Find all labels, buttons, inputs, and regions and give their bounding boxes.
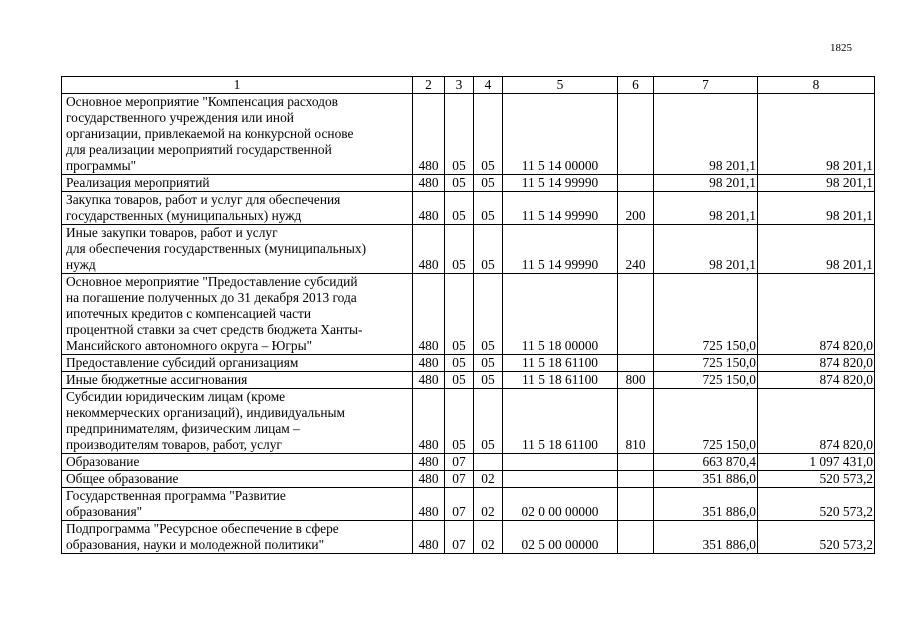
admin-cell: 480: [413, 372, 445, 389]
subsection-cell: 02: [474, 471, 503, 488]
table-row: [62, 192, 875, 225]
admin-cell: 480: [413, 355, 445, 372]
table-row: [62, 521, 875, 554]
table-row: [62, 274, 875, 355]
table-row: [62, 454, 875, 471]
target-article-cell: 11 5 14 99990: [503, 192, 618, 225]
expense-type-cell: 240: [618, 225, 654, 274]
amount-2026-cell: 874 820,0: [758, 355, 875, 372]
section-cell: 07: [445, 471, 474, 488]
admin-cell: 480: [413, 389, 445, 454]
table-header-row: [62, 77, 875, 94]
amount-2026-cell: 1 097 431,0: [758, 454, 875, 471]
expense-type-cell: [618, 94, 654, 175]
admin-cell: 480: [413, 471, 445, 488]
target-article-cell: 11 5 18 61100: [503, 389, 618, 454]
table-row: [62, 372, 875, 389]
amount-2025-cell: 351 886,0: [654, 521, 758, 554]
table-row: [62, 355, 875, 372]
target-article-cell: 02 5 00 00000: [503, 521, 618, 554]
section-cell: 05: [445, 225, 474, 274]
amount-2025-cell: 98 201,1: [654, 192, 758, 225]
table-row: [62, 488, 875, 521]
amount-2026-cell: 520 573,2: [758, 488, 875, 521]
section-cell: 07: [445, 454, 474, 471]
section-cell: 05: [445, 94, 474, 175]
section-cell: 07: [445, 488, 474, 521]
subsection-cell: 05: [474, 355, 503, 372]
subsection-cell: [474, 454, 503, 471]
name-cell: Реализация мероприятий: [62, 175, 413, 192]
subsection-cell: 05: [474, 192, 503, 225]
table-row: [62, 471, 875, 488]
admin-cell: 480: [413, 521, 445, 554]
section-cell: 07: [445, 521, 474, 554]
expense-type-cell: [618, 175, 654, 192]
table-row: [62, 94, 875, 175]
admin-cell: 480: [413, 192, 445, 225]
target-article-cell: 11 5 18 61100: [503, 355, 618, 372]
subsection-cell: 05: [474, 274, 503, 355]
table-row: [62, 389, 875, 454]
target-article-cell: [503, 471, 618, 488]
name-cell: Основное мероприятие "Предоставление субсидий на погашение полученных до 31 декабря 2013 года ипотечных кредитов с компенсацией части процентной ставки за счет средств бюджета Ханты- Мансийского автономного округа – Югры": [62, 274, 413, 355]
section-cell: 05: [445, 389, 474, 454]
amount-2025-cell: 98 201,1: [654, 94, 758, 175]
admin-cell: 480: [413, 274, 445, 355]
column-header-2: 2: [413, 77, 445, 94]
amount-2026-cell: 520 573,2: [758, 521, 875, 554]
target-article-cell: 11 5 14 99990: [503, 225, 618, 274]
amount-2025-cell: 725 150,0: [654, 274, 758, 355]
table-row: [62, 225, 875, 274]
section-cell: 05: [445, 175, 474, 192]
column-header-4: 4: [474, 77, 503, 94]
amount-2026-cell: 98 201,1: [758, 225, 875, 274]
amount-2025-cell: 725 150,0: [654, 372, 758, 389]
column-header-1: 1: [62, 77, 413, 94]
column-header-7: 7: [654, 77, 758, 94]
name-cell: Закупка товаров, работ и услуг для обеспечения государственных (муниципальных) нужд: [62, 192, 413, 225]
name-cell: Государственная программа "Развитие образования": [62, 488, 413, 521]
name-cell: Предоставление субсидий организациям: [62, 355, 413, 372]
target-article-cell: 02 0 00 00000: [503, 488, 618, 521]
subsection-cell: 05: [474, 94, 503, 175]
name-cell: Основное мероприятие "Компенсация расходов государственного учреждения или иной организации, привлекаемой на конкурсной основе для реализации мероприятий государственной программы": [62, 94, 413, 175]
amount-2026-cell: 98 201,1: [758, 192, 875, 225]
amount-2026-cell: 98 201,1: [758, 94, 875, 175]
column-header-6: 6: [618, 77, 654, 94]
subsection-cell: 02: [474, 488, 503, 521]
admin-cell: 480: [413, 94, 445, 175]
target-article-cell: 11 5 18 61100: [503, 372, 618, 389]
expense-type-cell: [618, 471, 654, 488]
admin-cell: 480: [413, 225, 445, 274]
amount-2025-cell: 351 886,0: [654, 488, 758, 521]
column-header-8: 8: [758, 77, 875, 94]
admin-cell: 480: [413, 454, 445, 471]
page-number: 1825: [830, 42, 852, 54]
amount-2025-cell: 98 201,1: [654, 175, 758, 192]
amount-2025-cell: 725 150,0: [654, 389, 758, 454]
name-cell: Образование: [62, 454, 413, 471]
expense-type-cell: [618, 355, 654, 372]
column-header-5: 5: [503, 77, 618, 94]
amount-2026-cell: 874 820,0: [758, 389, 875, 454]
name-cell: Иные закупки товаров, работ и услуг для обеспечения государственных (муниципальных) нужд: [62, 225, 413, 274]
column-header-3: 3: [445, 77, 474, 94]
admin-cell: 480: [413, 488, 445, 521]
expense-type-cell: [618, 274, 654, 355]
amount-2026-cell: 874 820,0: [758, 274, 875, 355]
section-cell: 05: [445, 192, 474, 225]
expense-type-cell: 200: [618, 192, 654, 225]
amount-2026-cell: 520 573,2: [758, 471, 875, 488]
section-cell: 05: [445, 372, 474, 389]
table-row: [62, 175, 875, 192]
expense-type-cell: 810: [618, 389, 654, 454]
expense-type-cell: [618, 454, 654, 471]
amount-2026-cell: 874 820,0: [758, 372, 875, 389]
name-cell: Иные бюджетные ассигнования: [62, 372, 413, 389]
name-cell: Субсидии юридическим лицам (кроме некоммерческих организаций), индивидуальным предпринимателям, физическим лицам – производителям товаров, работ, услуг: [62, 389, 413, 454]
budget-table: [61, 76, 875, 554]
subsection-cell: 05: [474, 175, 503, 192]
section-cell: 05: [445, 355, 474, 372]
subsection-cell: 05: [474, 225, 503, 274]
expense-type-cell: [618, 488, 654, 521]
target-article-cell: [503, 454, 618, 471]
subsection-cell: 05: [474, 372, 503, 389]
expense-type-cell: 800: [618, 372, 654, 389]
name-cell: Общее образование: [62, 471, 413, 488]
target-article-cell: 11 5 14 00000: [503, 94, 618, 175]
admin-cell: 480: [413, 175, 445, 192]
amount-2025-cell: 663 870,4: [654, 454, 758, 471]
amount-2025-cell: 351 886,0: [654, 471, 758, 488]
target-article-cell: 11 5 14 99990: [503, 175, 618, 192]
target-article-cell: 11 5 18 00000: [503, 274, 618, 355]
subsection-cell: 02: [474, 521, 503, 554]
amount-2025-cell: 725 150,0: [654, 355, 758, 372]
amount-2025-cell: 98 201,1: [654, 225, 758, 274]
section-cell: 05: [445, 274, 474, 355]
subsection-cell: 05: [474, 389, 503, 454]
name-cell: Подпрограмма "Ресурсное обеспечение в сфере образования, науки и молодежной политики": [62, 521, 413, 554]
expense-type-cell: [618, 521, 654, 554]
amount-2026-cell: 98 201,1: [758, 175, 875, 192]
